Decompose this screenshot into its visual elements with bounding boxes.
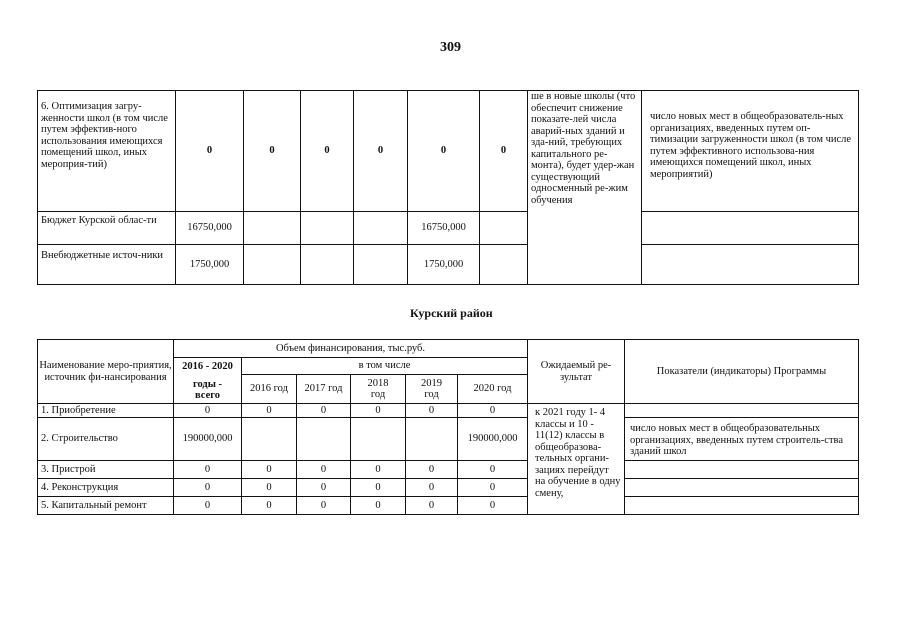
row1-2019: 0: [406, 404, 458, 418]
header-2020: 2020 год: [458, 375, 528, 404]
section-title: Курский район: [410, 306, 493, 320]
header-2019: 2019 год: [406, 375, 458, 404]
row4-2017: 0: [297, 479, 351, 497]
row5-total: 0: [174, 497, 242, 515]
cell-row6-2019: 0: [408, 91, 480, 212]
header-indicators: Показатели (индикаторы) Программы: [625, 340, 858, 404]
cell-budget-total: 16750,000: [176, 212, 244, 245]
header-funding: Объем финансирования, тыс.руб.: [174, 340, 528, 358]
header-total: [174, 358, 242, 404]
row2-2018: [351, 418, 406, 461]
page-number: 309: [440, 40, 461, 55]
header-including: в том числе: [242, 358, 528, 375]
cell-extra-indicator: [642, 245, 858, 284]
cell-budget-label: Бюджет Курской облас-ти: [38, 212, 176, 245]
row1-indicator: [625, 404, 858, 418]
header-2017: 2017 год: [297, 375, 351, 404]
row5-2017: 0: [297, 497, 351, 515]
row4-2020: 0: [458, 479, 528, 497]
cell-extra-label: Внебюджетные источ-ники: [38, 245, 176, 284]
row3-2018: 0: [351, 461, 406, 479]
header-name: Наименование меро-приятия, источник фи-нансирования: [38, 340, 174, 404]
row3-2020: 0: [458, 461, 528, 479]
cell-expected-result-kursk: к 2021 году 1- 4 классы и 10 - 11(12) классы в общеобразова-тельных органи-зациях перейдут на обучение в одну смену,: [528, 404, 625, 515]
table-continuation: [37, 90, 859, 285]
row5-name: 5. Капитальный ремонт: [38, 497, 174, 515]
header-2016: 2016 год: [242, 375, 297, 404]
row4-2019: 0: [406, 479, 458, 497]
cell-budget-2017: [301, 212, 354, 245]
cell-budget-2019: 16750,000: [408, 212, 480, 245]
cell-extra-2017: [301, 245, 354, 284]
row5-2019: 0: [406, 497, 458, 515]
row2-name: 2. Строительство: [38, 418, 174, 461]
cell-row6-indicator: число новых мест в общеобразователь-ных организациях, введенных путем оп-тимизации загруженности школ (в том числе путем эффективного использова-ния имеющихся помещений школ, иных мероприятий): [642, 91, 858, 212]
row4-total: 0: [174, 479, 242, 497]
row2-2016: [242, 418, 297, 461]
row3-total: 0: [174, 461, 242, 479]
row1-2017: 0: [297, 404, 351, 418]
row4-name: 4. Реконструкция: [38, 479, 174, 497]
row1-2018: 0: [351, 404, 406, 418]
cell-row6-total: 0: [176, 91, 244, 212]
cell-row6-label: 6. Оптимизация загру-женности школ (в том числе путем эффектив-ного использования имеющихся помещений школ, иных мероприя-тий): [38, 91, 176, 212]
header-period: 2016 - 2020: [182, 361, 233, 372]
cell-budget-indicator: [642, 212, 858, 245]
header-2018: 2018 год: [351, 375, 406, 404]
row5-indicator: [625, 497, 858, 515]
row5-2020: 0: [458, 497, 528, 515]
row5-2016: 0: [242, 497, 297, 515]
cell-extra-2018: [354, 245, 408, 284]
row5-2018: 0: [351, 497, 406, 515]
cell-budget-2016: [244, 212, 301, 245]
cell-budget-2018: [354, 212, 408, 245]
row4-2016: 0: [242, 479, 297, 497]
header-years-total: годы - всего: [192, 378, 223, 401]
cell-row6-2018: 0: [354, 91, 408, 212]
row1-name: 1. Приобретение: [38, 404, 174, 418]
row3-2016: 0: [242, 461, 297, 479]
row2-2020: 190000,000: [458, 418, 528, 461]
row2-total: 190000,000: [174, 418, 242, 461]
row3-2019: 0: [406, 461, 458, 479]
table-kursk-district: [37, 339, 859, 515]
row3-name: 3. Пристрой: [38, 461, 174, 479]
row4-2018: 0: [351, 479, 406, 497]
row4-indicator: [625, 479, 858, 497]
cell-extra-total: 1750,000: [176, 245, 244, 284]
cell-extra-2016: [244, 245, 301, 284]
cell-extra-2019: 1750,000: [408, 245, 480, 284]
row2-2019: [406, 418, 458, 461]
cell-row6-2016: 0: [244, 91, 301, 212]
cell-budget-2020: [480, 212, 528, 245]
cell-row6-2017: 0: [301, 91, 354, 212]
row1-2016: 0: [242, 404, 297, 418]
row2-2017: [297, 418, 351, 461]
row1-2020: 0: [458, 404, 528, 418]
cell-row6-2020: 0: [480, 91, 528, 212]
header-expected: Ожидаемый ре-зультат: [528, 340, 625, 404]
row2-indicator: число новых мест в общеобразовательных организациях, введенных путем строитель-ства зданий школ: [625, 418, 858, 461]
cell-extra-2020: [480, 245, 528, 284]
row3-2017: 0: [297, 461, 351, 479]
cell-expected-result: ше в новые школы (что обеспечит снижение показате-лей числа аварий-ных зданий и зда-ний, требующих капитального ре-монта), будет удер-жан существующий односменный ре-жим обучения: [528, 91, 642, 285]
row3-indicator: [625, 461, 858, 479]
row1-total: 0: [174, 404, 242, 418]
